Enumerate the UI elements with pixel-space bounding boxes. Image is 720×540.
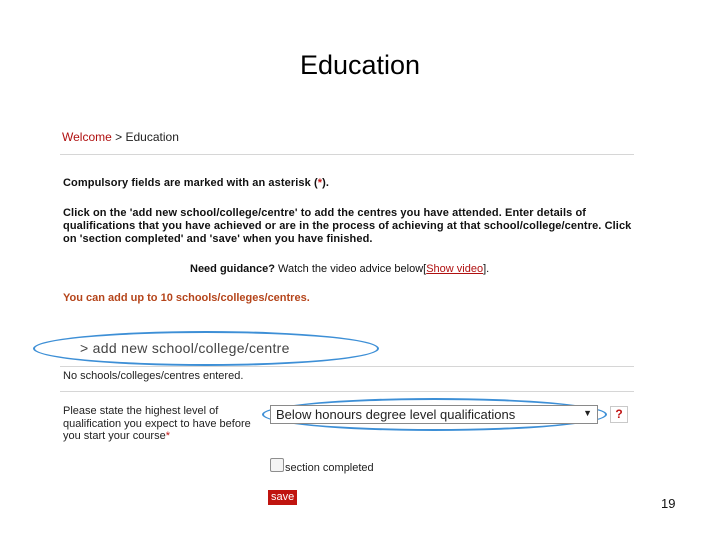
add-school-link[interactable]: > add new school/college/centre xyxy=(80,340,290,356)
compulsory-note xyxy=(63,177,643,190)
guidance-line xyxy=(190,263,489,275)
asterisk-mark: * xyxy=(317,177,323,189)
qualification-selected-value: Below honours degree level qualifications xyxy=(276,407,516,422)
slide-title: Education xyxy=(299,50,421,80)
guidance-open-bracket: [ xyxy=(423,263,427,275)
no-entries-text: No schools/colleges/centres entered. xyxy=(63,370,244,382)
breadcrumb-current: Education xyxy=(125,130,179,144)
divider xyxy=(60,391,634,392)
show-video-link[interactable]: Show video xyxy=(426,263,484,275)
guidance-text: Watch the video advice below xyxy=(278,263,424,275)
guidance-label: Need guidance? xyxy=(190,263,275,275)
help-button[interactable]: ? xyxy=(610,406,628,423)
qualification-label xyxy=(63,405,268,443)
section-completed-label: section completed xyxy=(285,462,374,474)
divider xyxy=(60,154,634,155)
breadcrumb-separator: > xyxy=(115,130,123,144)
qualification-label-text: Please state the highest level of qualification you expect to have before you start your course xyxy=(63,405,251,442)
limit-note: You can add up to 10 schools/colleges/centres. xyxy=(63,292,310,304)
qualification-select[interactable] xyxy=(270,405,598,424)
breadcrumb-welcome-link[interactable]: Welcome xyxy=(62,130,112,144)
guidance-close-bracket: ]. xyxy=(483,263,490,275)
save-button[interactable]: save xyxy=(268,490,297,505)
divider xyxy=(60,366,634,367)
section-completed-checkbox[interactable] xyxy=(270,458,284,472)
compulsory-note-suffix: ). xyxy=(322,177,330,189)
compulsory-note-prefix: Compulsory fields are marked with an asterisk ( xyxy=(63,177,318,189)
page-number: 19 xyxy=(661,496,676,511)
dropdown-arrow-icon: ▼ xyxy=(583,408,592,418)
breadcrumb xyxy=(62,130,179,144)
required-mark: * xyxy=(165,430,170,442)
instructions-paragraph: Click on the 'add new school/college/centre' to add the centres you have attended. Enter details of qualifications that you have achieved or are in the process of achieving at that school/college/centre. Click on 'section completed' and 'save' when you have finished. xyxy=(63,207,632,245)
